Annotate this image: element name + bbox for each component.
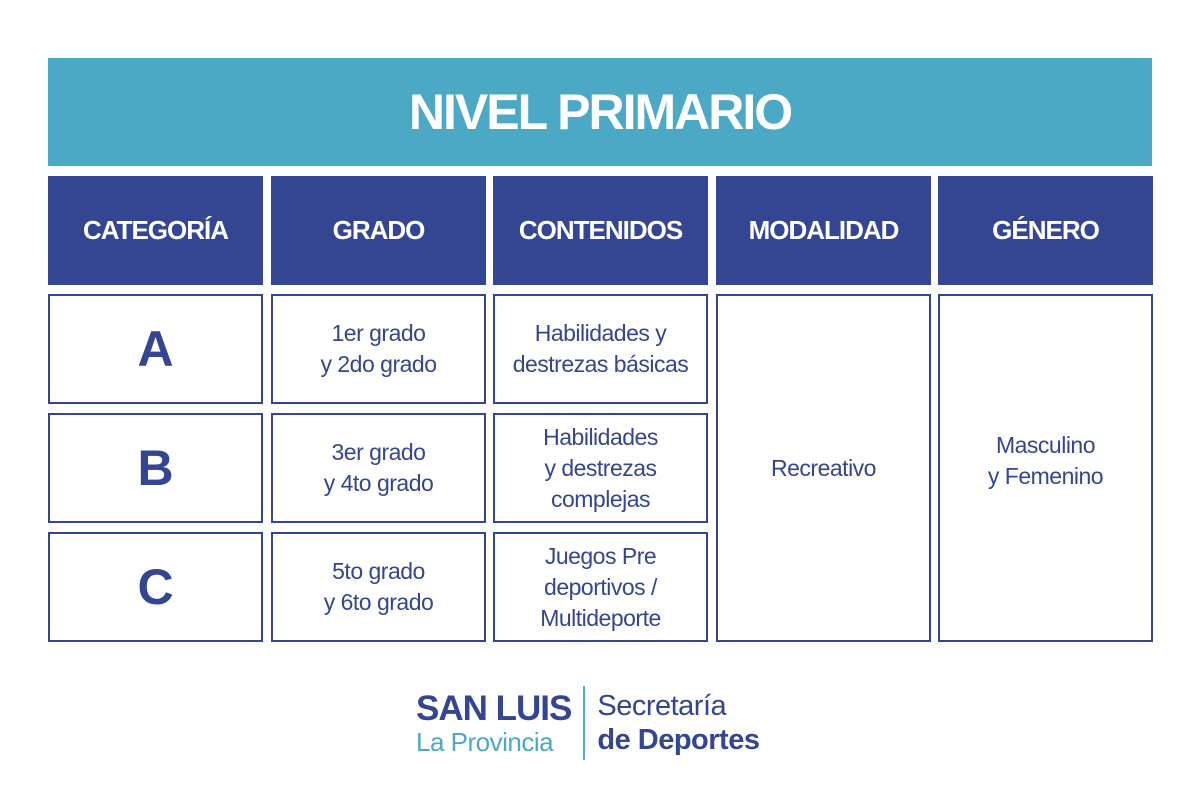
- grado-line: y 2do grado: [320, 351, 437, 377]
- grado-cell-a: [271, 294, 486, 404]
- categoria-cell-b: [48, 413, 263, 523]
- genero-line: Masculino: [995, 432, 1096, 458]
- categoria-cell-c: [48, 532, 263, 642]
- grado-line: y 6to grado: [323, 589, 434, 615]
- header-grado-label: GRADO: [332, 215, 425, 245]
- categoria-cell-a: [48, 294, 263, 404]
- brand-name: SAN LUIS: [416, 689, 572, 728]
- department-line-2: de Deportes: [597, 724, 760, 756]
- page-title: NIVEL PRIMARIO: [408, 84, 792, 140]
- categoria-letter: A: [137, 321, 174, 377]
- genero-cell: [938, 294, 1153, 642]
- categoria-letter: C: [137, 559, 174, 615]
- contenidos-cell-a: [493, 294, 708, 404]
- grado-cell-c: [271, 532, 486, 642]
- contenidos-cell-b: [493, 413, 708, 523]
- header-contenidos: [493, 176, 708, 285]
- grado-cell-b: [271, 413, 486, 523]
- grado-line: 5to grado: [332, 558, 425, 584]
- department-block: [597, 689, 759, 757]
- contenidos-line: y destrezas: [544, 454, 657, 481]
- header-categoria: [48, 176, 263, 285]
- contenidos-line: destrezas básicas: [512, 351, 689, 377]
- contenidos-line: Juegos Pre: [544, 542, 657, 569]
- header-contenidos-label: CONTENIDOS: [518, 215, 683, 245]
- grado-line: 1er grado: [331, 320, 426, 346]
- header-grado: [271, 176, 486, 285]
- header-genero: [938, 176, 1153, 285]
- header-modalidad: [716, 176, 931, 285]
- brand-subtitle: La Provincia: [416, 727, 554, 757]
- modalidad-cell: [716, 294, 931, 642]
- contenidos-line: complejas: [550, 485, 651, 512]
- header-modalidad-label: MODALIDAD: [748, 215, 899, 245]
- genero-line: y Femenino: [987, 463, 1104, 489]
- brand-block: [416, 690, 571, 756]
- logo-divider: [583, 686, 585, 760]
- grado-line: 3er grado: [331, 439, 426, 465]
- categoria-letter: B: [137, 440, 174, 496]
- grado-line: y 4to grado: [323, 470, 434, 496]
- header-genero-label: GÉNERO: [992, 215, 1099, 245]
- footer-logo: [416, 686, 759, 760]
- contenidos-line: Multideporte: [540, 604, 661, 631]
- contenidos-line: deportivos /: [544, 573, 657, 600]
- modalidad-value: Recreativo: [771, 454, 876, 481]
- contenidos-line: Habilidades: [543, 423, 658, 450]
- contenidos-line: Habilidades y: [534, 320, 667, 346]
- contenidos-cell-c: [493, 532, 708, 642]
- title-banner: [48, 58, 1152, 166]
- department-line-1: Secretaría: [597, 690, 727, 722]
- header-categoria-label: CATEGORÍA: [82, 215, 229, 245]
